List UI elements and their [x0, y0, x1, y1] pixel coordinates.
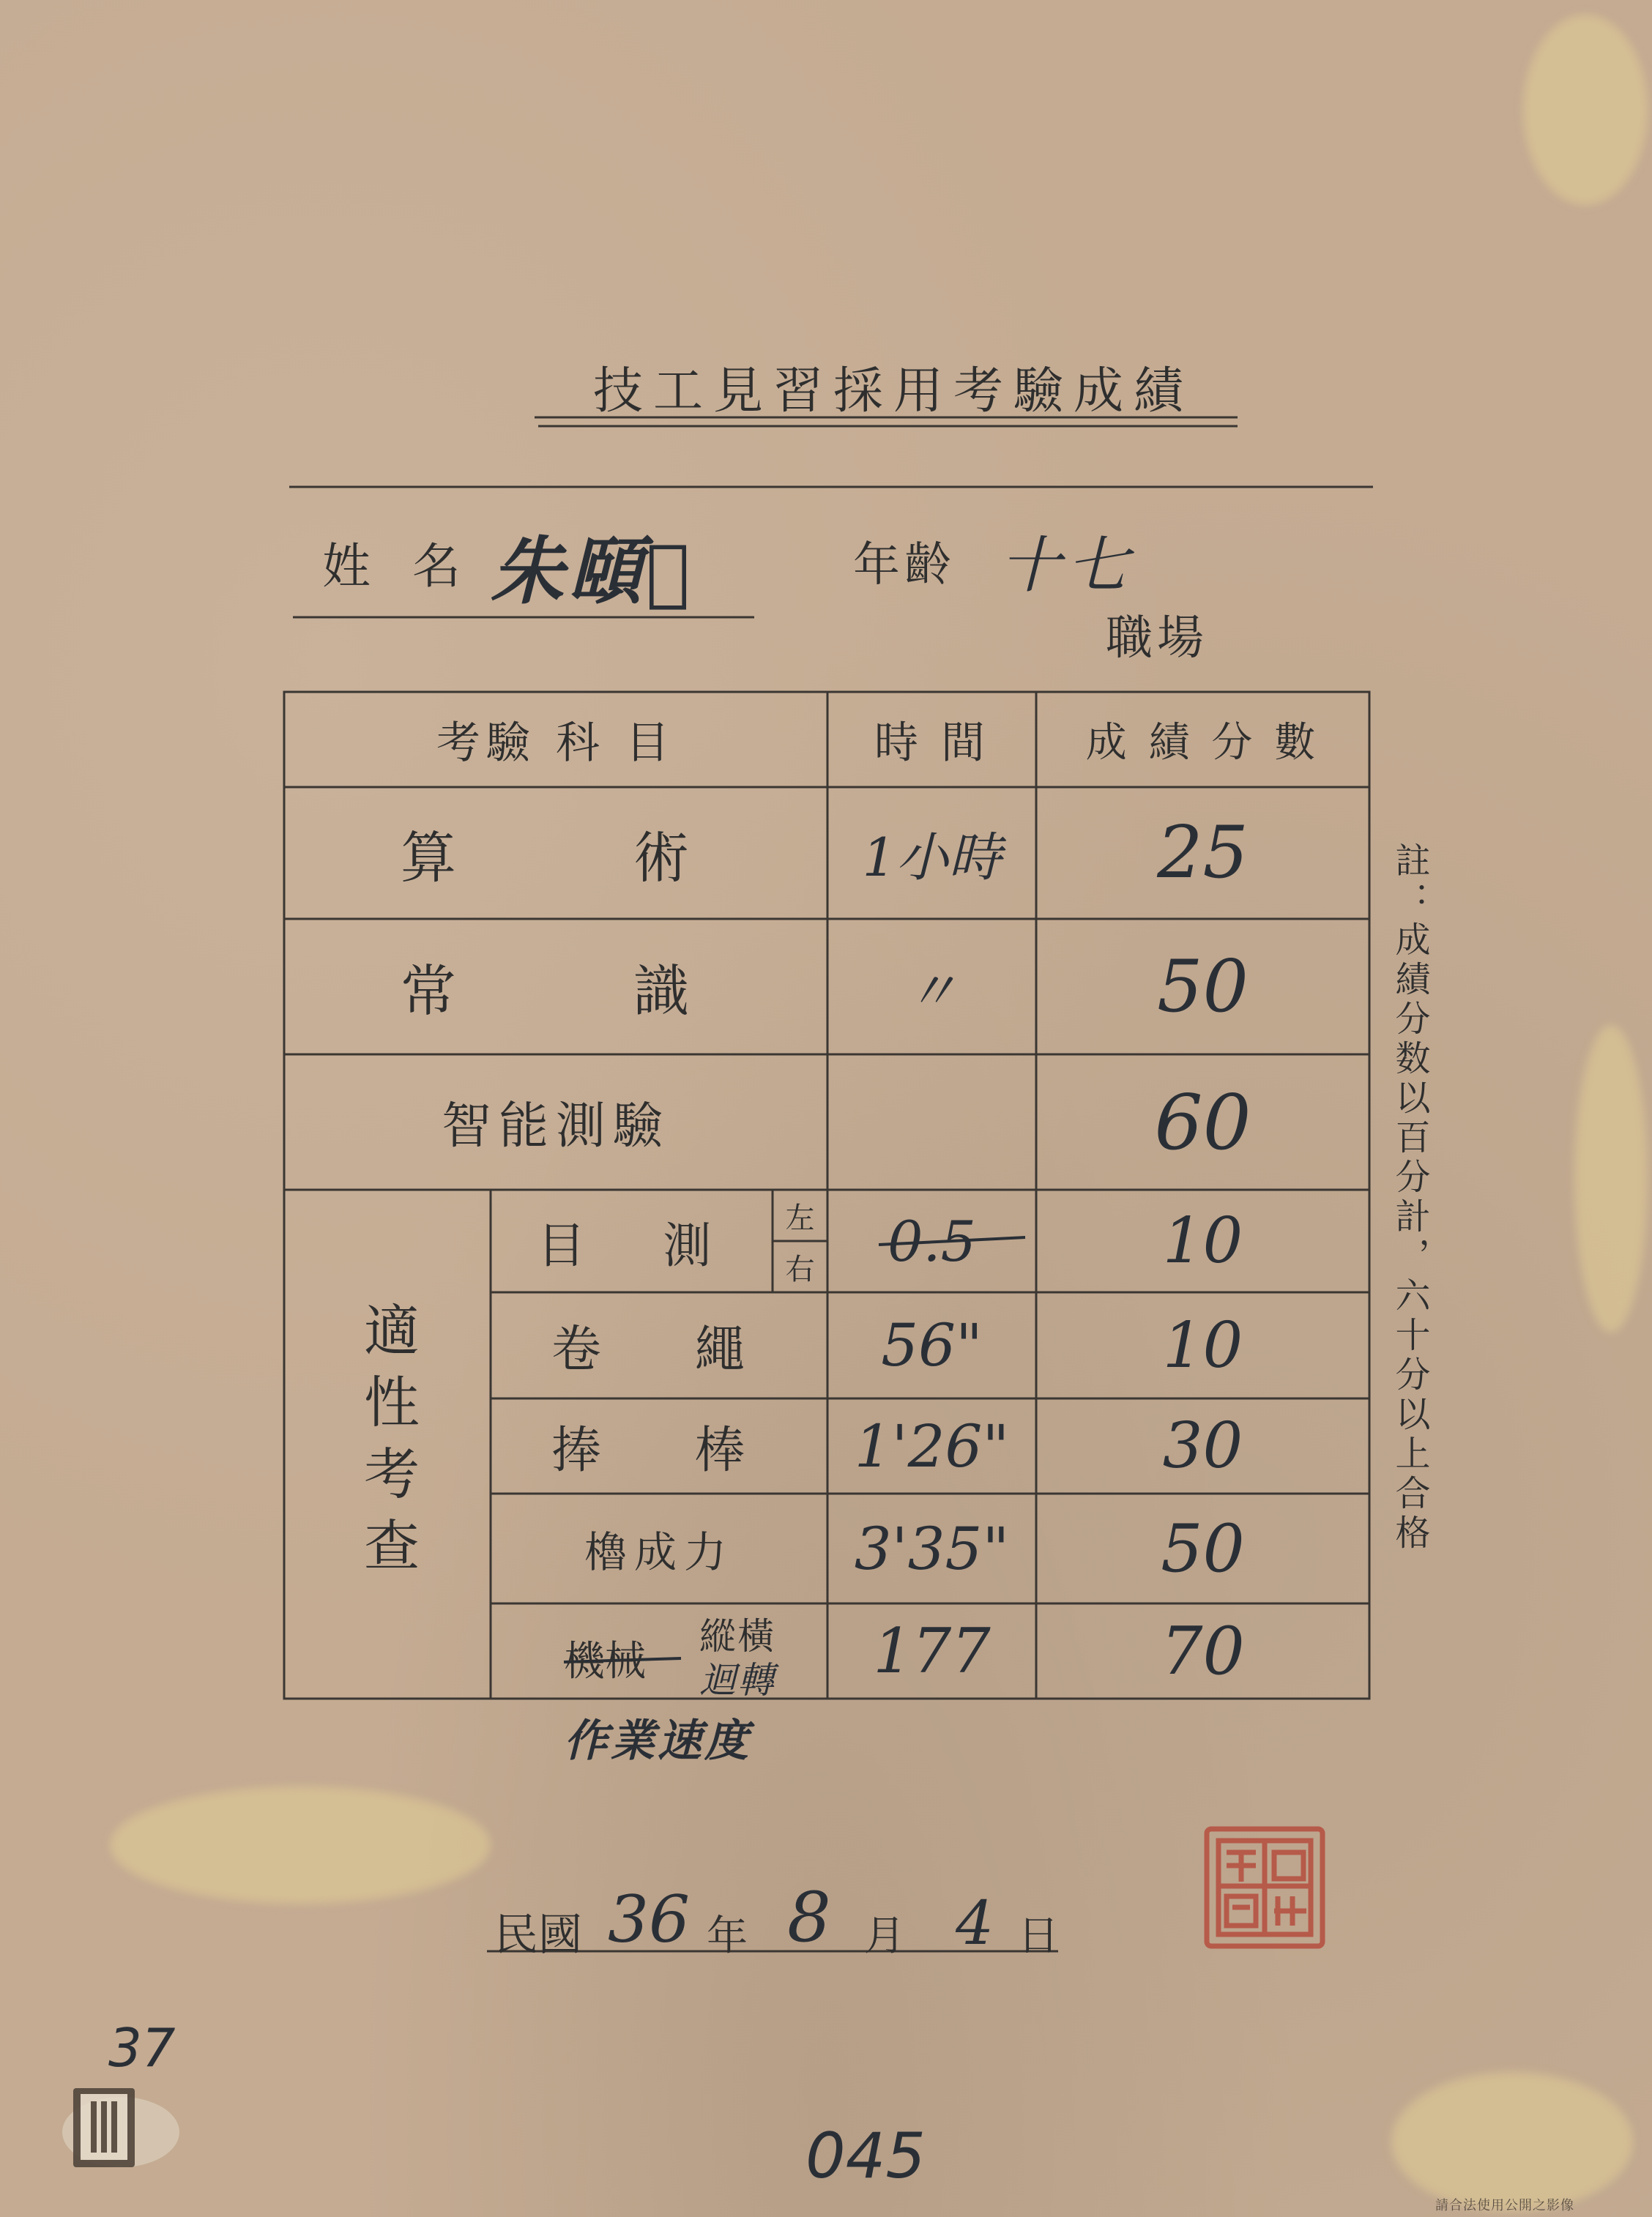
age-label: 年齡 [853, 538, 956, 592]
date-month: 8 [787, 1878, 831, 1958]
table-row-score: 50 [1157, 944, 1249, 1029]
table-row-time [827, 1054, 1036, 1190]
page-number-left: 37 [108, 2017, 176, 2079]
name-value: 朱頤𦒿 [491, 528, 695, 614]
aptitude-row-time: 56" [881, 1311, 983, 1379]
table-row-time: 〃 [905, 960, 959, 1022]
side-note: 註：成績分数以百分計，六十分以上合格 [1389, 842, 1430, 1554]
date-year: 36 [608, 1882, 690, 1957]
date-day: 4 [956, 1889, 994, 1959]
table-row-time: 1小時 [862, 827, 1002, 888]
archive-watermark-text: 請合法使用公開之影像 [1435, 2198, 1574, 2213]
table-row-score: 60 [1154, 1077, 1251, 1167]
aptitude-label: 適性考查 [354, 1300, 420, 1588]
header-subject: 考驗 科 目 [436, 718, 676, 769]
aptitude-row-left-label: 左 [785, 1201, 815, 1235]
aptitude-row-subject-top: 縱橫 [699, 1615, 775, 1658]
aptitude-row-time: 0.5 [888, 1208, 976, 1274]
aptitude-row-score: 50 [1161, 1510, 1245, 1587]
workplace-label: 職場 [1106, 611, 1208, 666]
aptitude-row-time: 1'26" [854, 1412, 1010, 1480]
aptitude-row-subject: 卷 繩 [551, 1321, 767, 1379]
table-row-subject: 智能測驗 [441, 1098, 670, 1155]
date-day-label: 日 [1018, 1912, 1059, 1960]
aptitude-row-subject-struck: 機械 [564, 1638, 646, 1685]
aptitude-row-subject: 捧 棒 [551, 1421, 767, 1480]
aptitude-row-time: 3'35" [854, 1514, 1010, 1583]
table-row-subject: 常 識 [401, 958, 711, 1024]
aptitude-row-score: 10 [1162, 1204, 1243, 1278]
header-score: 成 績 分 數 [1085, 719, 1320, 767]
table-row-subject: 算 術 [401, 824, 711, 890]
aptitude-row-right-label: 右 [785, 1252, 815, 1286]
name-label: 姓 名 [322, 538, 474, 595]
header-time: 時 間 [874, 718, 990, 769]
date-prefix: 民國 [494, 1909, 582, 1961]
aptitude-row-score: 70 [1161, 1612, 1245, 1690]
aptitude-row-score: 10 [1162, 1308, 1243, 1382]
table-row-score: 25 [1157, 811, 1249, 895]
aptitude-row-score: 30 [1162, 1409, 1243, 1483]
aptitude-row-time: 177 [873, 1615, 991, 1687]
date-year-label: 年 [707, 1912, 748, 1960]
aptitude-row-subject: 目 測 [537, 1217, 726, 1274]
age-value: 十七 [1000, 529, 1135, 601]
form-title: 技工見習採用考驗成績 [592, 362, 1194, 420]
below-table-note: 作業速度 [564, 1715, 751, 1767]
aptitude-row-subject: 櫓成力 [584, 1527, 734, 1577]
folio-number: 045 [805, 2120, 926, 2193]
aptitude-row-subject-bottom: 迴轉 [699, 1659, 775, 1702]
date-month-label: 月 [864, 1912, 905, 1960]
